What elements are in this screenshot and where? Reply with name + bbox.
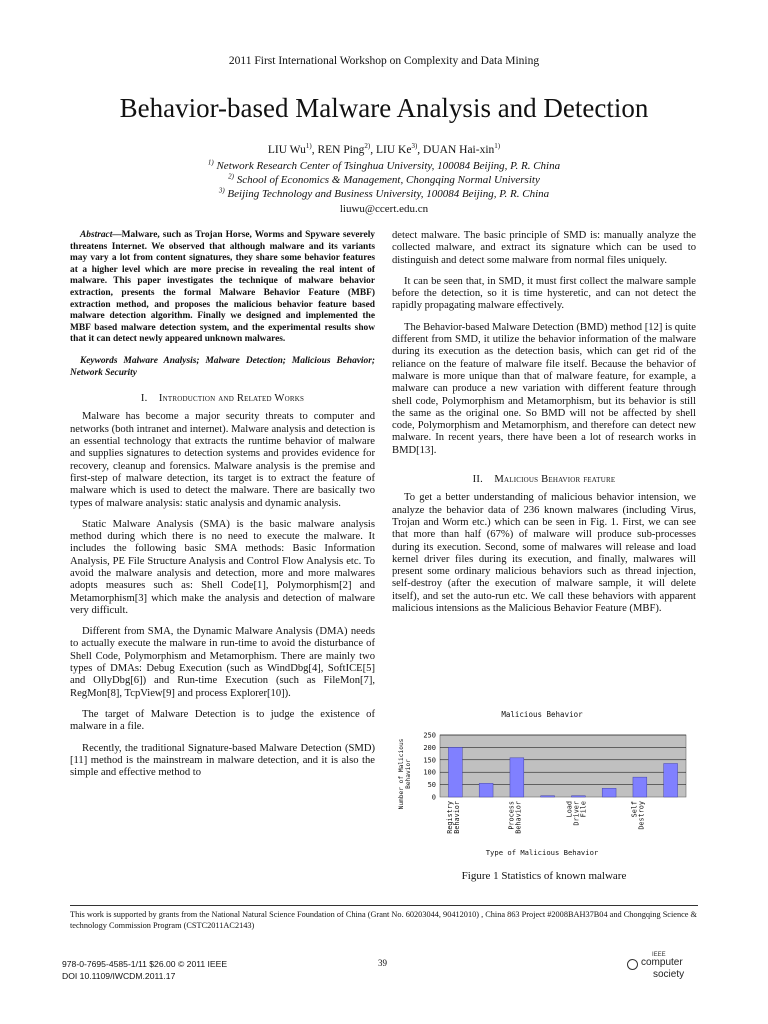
affiliation-3 [0, 188, 768, 200]
y-axis-label-line: Number of Malicious [398, 738, 405, 810]
malicious-behavior-chart [394, 705, 694, 870]
x-tick-label-line: Load [565, 801, 574, 818]
paper-title: Behavior-based Malware Analysis and Detection [119, 93, 649, 123]
x-tick-label [507, 801, 522, 834]
doi-line[interactable]: DOI 10.1109/IWCDM.2011.17 [62, 971, 176, 981]
y-tick-label: 200 [423, 743, 436, 752]
bar-7 [633, 777, 647, 797]
keywords: Keywords Malware Analysis; Malware Detection; Malicious Behavior; Network Security [70, 355, 375, 378]
paragraph: The Behavior-based Malware Detection (BMD) method [12] is quite different from SMD, it utilize the behavior information of the malware during its execution as the detection basis, which can get rid of the reliance on the feature of malware file itself. Because the behavior of malware is more unique than that of malware feature, for example, a malware can produce a new variation with different feature through shell code, Polymorphism and Metamorphism, but its behavior is still the same as the original one. So BMD will not be affected by shell code, Polymorphism and Metamorphism, and therefore can detect new malware. In recent years, there have been a lot of research works in BMD[13]. [392, 321, 696, 456]
author-sup: 1) [305, 142, 312, 151]
bar-1 [448, 747, 462, 797]
abstract-label: Abstract [80, 230, 113, 240]
x-tick-label [630, 801, 645, 830]
x-tick-label-line: Registry [445, 801, 454, 834]
logo-mark-icon [627, 959, 638, 970]
page-number: 39 [378, 958, 387, 968]
paragraph: Recently, the traditional Signature-based Malware Detection (SMD)[11] method is the mainstream in malware detection, and it is also the simple and effective method to [70, 742, 375, 779]
isbn-line: 978-0-7695-4585-1/11 $26.00 © 2011 IEEE [62, 959, 228, 969]
x-tick-label-line: Process [507, 801, 516, 830]
footnote-divider [70, 905, 698, 906]
affiliation-sup: 3) [218, 186, 225, 195]
bar-5 [571, 796, 585, 797]
paragraph: Static Malware Analysis (SMA) is the basic malware analysis method during which there is no need to execute the malware. It includes the following basic SMA methods: Basic Information Analysis, PE File Structure Analysis and Control Flow Analysis etc. To avoid the malware analysis and detection, more and more malwares adopts measures such as: Shell Code[1], Polymorphism[2] and Metamorphism[3] which make the analysis and detection of malware very difficult. [70, 518, 375, 616]
affiliation-text: School of Economics & Management, Chongqing Normal University [236, 174, 540, 186]
x-tick-label-line: Behavior [452, 801, 461, 834]
paragraph: Different from SMA, the Dynamic Malware Analysis (DMA) needs to actually execute the malware in run-time to avoid the disturbance of Shell Code, Polymorphism and Metamorphism. There are mainly two types of DMAs: Debug Execution (such as WindDbg[4], SoftICE[5] and OllyDbg[6]) and Run-time Execution (such as FileMon[7], RegMon[8], TcpView[9] and process Explorer[10]). [70, 626, 375, 699]
figure-caption: Figure 1 Statistics of known malware [461, 870, 627, 882]
bar-6 [602, 788, 616, 797]
section-number: II. [472, 474, 483, 486]
section-number: I. [140, 393, 148, 405]
ieee-computer-society-logo [627, 952, 697, 982]
author-name: LIU Ke [376, 144, 412, 156]
affiliation-sup: 1) [207, 158, 214, 167]
x-tick-label-line: Behavior [514, 801, 523, 834]
affiliation-text: Network Research Center of Tsinghua University, 100084 Beijing, P. R. China [216, 160, 561, 172]
x-tick-label [446, 801, 461, 834]
author-line: LIU Wu$^{1)}$, REN Ping$^{2)}$, LIU Ke$^{3)}$, DUAN Hai-xin$^{1)}$ [267, 142, 501, 156]
author-name: LIU Wu [267, 144, 306, 156]
x-tick-label [565, 801, 587, 826]
funding-footnote: This work is supported by grants from the National Natural Science Foundation of China (Grant No. 60203044, 90412010) , China 863 Project #2008BAH37B04 and Chongqing Science & technology Commission Program (CSTC2011AC2143) [70, 910, 698, 930]
bar-2 [479, 783, 493, 797]
logo-text-ieee: IEEE [652, 952, 666, 958]
abstract-text: Malware, such as Trojan Horse, Worms and Spyware severely threatens Internet. We observed that although malware and its variants may vary a lot from content signatures, they share some behavior features at a higher level which are more precise in revealing the real intent of malware. This paper investigates the technique of malware behavior extraction, presents the formal Malware Behavior Feature (MBF) extraction method, and proposes the malicious behavior feature based malware detection algorithm. Finally we designed and implemented the MBF based malware detection system, and the experimental results show that it can detect newly appeared unknown malwares. [70, 230, 375, 345]
bar-4 [541, 796, 555, 797]
author-email[interactable]: liuwu@ccert.edu.cn [339, 203, 429, 215]
x-tick-label-line: Self [630, 801, 639, 818]
y-tick-label: 250 [423, 731, 436, 740]
paragraph: To get a better understanding of malicious behavior intension, we analyze the behavior data of 236 known malwares (including Virus, Trojan and Worm etc.) which can be seen in Fig. 1. First, we can see that more than half (67%) of malware will produce sub-processes during its execution. Second, some of malwares will release and load kernel driver files during its execution, and finally, malwares will present some ordinary malicious behaviors such as thread injection, self-destroy (after the execution of malware sample, it will delete itself), and set the auto-run etc. We call these behaviors with apparent malicious intensions as the Malicious Behavior Feature (MBF). [392, 492, 696, 615]
affiliation-text: Beijing Technology and Business University, 100084 Beijing, P. R. China [227, 188, 550, 200]
section-title: Malicious Behavior feature [494, 474, 616, 486]
bar-8 [664, 764, 678, 797]
bar-3 [510, 758, 524, 797]
y-axis-label [398, 738, 412, 809]
left-column [70, 230, 375, 779]
abstract-dash: — [112, 230, 122, 240]
x-tick-label-line: Driver [572, 801, 581, 826]
author-sup: 2) [364, 142, 371, 151]
x-tick-label-line: Destroy [637, 801, 646, 830]
paragraph: It can be seen that, in SMD, it must first collect the malware sample before the detection, so it is time hysteretic, and can not detect the rapidly propagating malware effectively. [392, 275, 696, 312]
author-name: DUAN Hai-xin [423, 144, 495, 156]
author-name: REN Ping [317, 144, 365, 156]
affiliation-sup: 2) [228, 172, 234, 181]
paragraph: The target of Malware Detection is to judge the existence of malware in a file. [70, 708, 375, 733]
author-sup: 1) [494, 142, 501, 151]
section-heading-2 [392, 474, 696, 486]
logo-text-computer: computer [641, 957, 683, 968]
logo-text-society: society [653, 969, 685, 980]
section-heading-1 [70, 393, 375, 405]
right-column [392, 230, 696, 615]
publication-info [62, 958, 227, 982]
conference-name: 2011 First International Workshop on Complexity and Data Mining [228, 55, 540, 67]
x-tick-label-line: File [579, 801, 588, 818]
paragraph: Malware has become a major security threats to computer and networks (both intranet and internet). Malware analysis and detection is an essential technology that extracts the runtime behavior of malware and supplies signatures to detection systems and provides evidence for recovery, cleanup and forensics. Malware analysis is the premise and first-step of malware detection, its target is to extract the feature of malware which is used to detect the malware. There are basically two types of malware analysis: static analysis and dynamic analysis. [70, 411, 375, 509]
plot-area [440, 735, 686, 797]
y-axis-label-line: Behavior [405, 759, 412, 789]
y-tick-label: 50 [427, 781, 436, 790]
x-axis-label: Type of Malicious Behavior [485, 848, 599, 857]
paragraph: detect malware. The basic principle of SMD is: manually analyze the collected malware, and extract its signature which can be used to distinguish and detect some malware from normal files uniquely. [392, 230, 696, 266]
y-tick-label: 100 [423, 768, 436, 777]
section-title: Introduction and Related Works [158, 393, 305, 405]
author-sup: 3) [411, 142, 418, 151]
affiliation-1 [0, 160, 768, 172]
y-tick-label: 150 [423, 756, 436, 765]
chart-title: Malicious Behavior [501, 710, 583, 719]
affiliation-2 [0, 174, 768, 186]
y-tick-label: 0 [431, 793, 436, 802]
abstract [70, 230, 375, 346]
